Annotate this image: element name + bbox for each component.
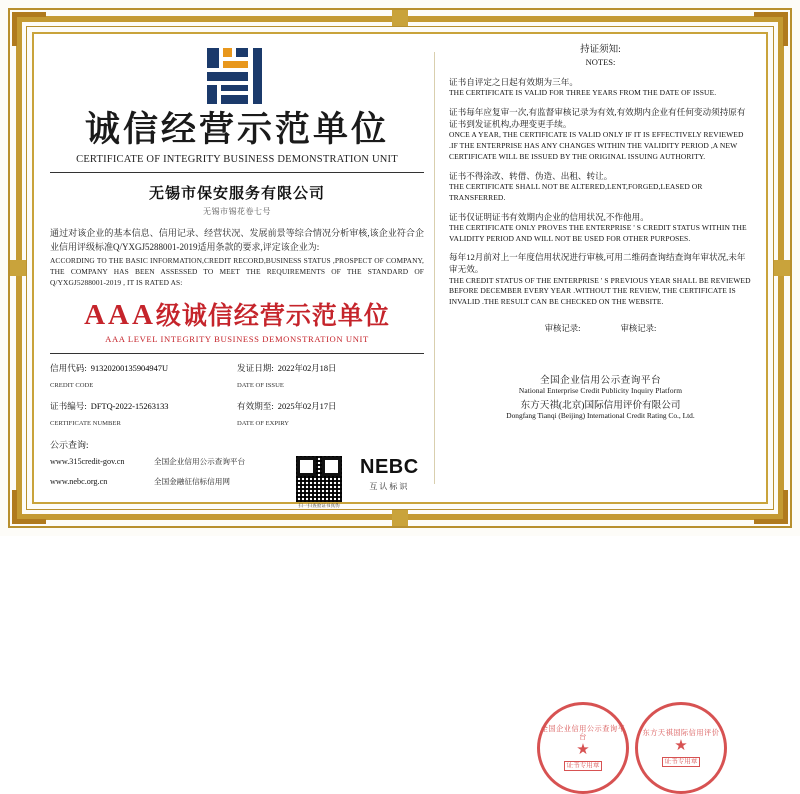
- qr-code-block: [296, 456, 350, 509]
- nebc-logo-subtext: 互认标识: [369, 482, 410, 492]
- field-issue-date-label-en: DATE OF ISSUE: [237, 382, 284, 390]
- issuer-platform-cn: 全国企业信用公示查询平台: [539, 375, 662, 387]
- note-item: [449, 211, 752, 245]
- grade-level: AAA: [84, 299, 156, 332]
- query-row-1: [50, 456, 296, 467]
- query-row-2: [50, 476, 296, 487]
- notes-heading-en: NOTES:: [585, 56, 616, 67]
- review-record-row: [449, 322, 752, 334]
- nebc-logo-text: NEBC: [360, 456, 419, 479]
- query-url-1[interactable]: www.315credit-gov.cn: [50, 457, 125, 467]
- note-4-en: THE CERTIFICATE ONLY PROVES THE ENTERPRISE ' S CREDIT STATUS WITHIN THE VALIDITY PERIOD AND WILL NOT BE USED FOR OTHER PURPOSES.: [449, 222, 747, 243]
- review-record-label-1: 审核记录:: [544, 324, 581, 334]
- note-item: [449, 106, 752, 163]
- page-title: 诚信经营示范单位: [84, 110, 389, 149]
- field-certificate-number: [50, 400, 237, 430]
- border-notch-left: [10, 260, 26, 276]
- field-certificate-number-value: DFTQ-2022-15263133: [90, 402, 169, 412]
- field-certificate-number-label-en: CERTIFICATE NUMBER: [50, 420, 121, 428]
- notes-heading-cn: 持证须知:: [580, 45, 621, 55]
- note-item: [449, 76, 752, 99]
- field-issue-date-label: 发证日期:: [237, 363, 274, 374]
- seal-right-star-icon: ★: [674, 738, 688, 755]
- review-record-label-2: 审核记录:: [620, 324, 657, 334]
- grade-title-english: AAA LEVEL INTEGRITY BUSINESS DEMONSTRATION UNIT: [105, 334, 369, 345]
- query-section: [50, 456, 424, 509]
- field-expiry-date-label-en: DATE OF EXPIRY: [237, 420, 290, 428]
- field-issue-date-value: 2022年02月18日: [277, 364, 337, 374]
- note-5-en: THE CREDIT STATUS OF THE ENTERPRISE ' S PREVIOUS YEAR SHALL BE REVIEWED BEFORE DECEMBER EVERY YEAR .WITHOUT THE REVIEW, THE CERTIFICATE IS INVALID .THE RESULT CAN BE CHECKED ON THE WEBSITE.: [449, 275, 751, 307]
- notes-heading: [449, 44, 752, 68]
- note-3-en: THE CERTIFICATE SHALL NOT BE ALTERED,LENT,FORGED,LEASED OR TRANSFERRED.: [449, 181, 703, 202]
- note-3-cn: 证书不得涂改、转借、伪造、出租、转让。: [449, 170, 613, 181]
- field-credit-code: [50, 362, 237, 392]
- query-url-2[interactable]: www.nebc.org.cn: [50, 477, 108, 487]
- seal-right-bottom-text: 证书专用章: [662, 757, 701, 766]
- notes-panel: [435, 36, 764, 770]
- note-item: [449, 251, 752, 308]
- note-5-cn: 每年12月前对上一年度信用状况进行审核,可用二维码查询结查询年审状况,未年审无效。: [449, 252, 746, 275]
- official-seal-right: [635, 702, 727, 794]
- logo-container: [50, 46, 424, 108]
- certificate-main-panel: [36, 36, 434, 509]
- field-row-1: [50, 362, 424, 392]
- issuer-block: [449, 372, 752, 770]
- query-section-title: 公示查询:: [50, 440, 89, 451]
- seal-left-text: 全国企业信用公示查询平台: [540, 724, 626, 741]
- query-desc-1: 全国企业信用公示查询平台: [154, 457, 246, 467]
- issuer-company-en: Dongfang Tianqi (Beijing) International Credit Rating Co., Ltd.: [506, 411, 695, 421]
- issuer-platform-en: National Enterprise Credit Publicity Inquiry Platform: [518, 386, 683, 396]
- company-address: 无锡市锡花卷七号: [203, 207, 271, 217]
- field-expiry-date: [237, 400, 424, 430]
- title-divider: [50, 172, 424, 173]
- grade-title: [50, 296, 424, 332]
- seal-left-star-icon: ★: [576, 742, 590, 759]
- grade-divider: [50, 353, 424, 354]
- border-notch-right: [774, 260, 790, 276]
- issuer-company-cn: 东方天祺(北京)国际信用评价有限公司: [520, 400, 681, 412]
- border-notch-bottom: [392, 510, 408, 526]
- field-expiry-date-label: 有效期至:: [237, 401, 274, 412]
- note-2-cn: 证书每年应复审一次,有监督审核记录为有效,有效期内企业有任何变动须持原有证书到发证机构,办理变更手续。: [449, 107, 746, 130]
- field-issue-date: [237, 362, 424, 392]
- note-2-en: ONCE A YEAR, THE CERTIFICATE IS VALID ONLY IF IT IS EFFECTIVELY REVIEWED .IF THE ENTERPRISE HAS ANY CHANGES WITHIN THE VALIDITY PERIOD ,A NEW CERTIFICATE WILL BE ISSUED BY THE ORIGINAL ISSUING AUTHORITY.: [449, 130, 744, 161]
- query-desc-2: 全国金融征信标信用网: [154, 477, 230, 487]
- field-certificate-number-label: 证书编号:: [50, 401, 87, 412]
- query-links: [50, 456, 296, 496]
- qr-code-caption: 扫一扫查验证书真伪: [298, 503, 340, 509]
- official-seal-left: [537, 702, 629, 794]
- page-title-english: CERTIFICATE OF INTEGRITY BUSINESS DEMONSTRATION UNIT: [76, 154, 398, 166]
- assessment-statement: [50, 227, 424, 288]
- field-row-2: [50, 400, 424, 430]
- certificate-content: [36, 36, 764, 770]
- field-credit-code-value: 91320200135904947U: [90, 364, 169, 374]
- note-item: [449, 170, 752, 204]
- assessment-statement-cn: 通过对该企业的基本信息、信用记录、经营状况、发展前景等综合情况分析审核,该企业符合企业信用评级标准Q/YXGJ5288001-2019适用条款的要求,评定该企业为:: [50, 228, 424, 252]
- field-expiry-date-value: 2025年02月17日: [277, 402, 337, 412]
- note-1-en: THE CERTIFICATE IS VALID FOR THREE YEARS FROM THE DATE OF ISSUE.: [449, 88, 717, 98]
- note-4-cn: 证书仅证明证书有效期内企业的信用状况,不作他用。: [449, 211, 649, 222]
- assessment-statement-en: ACCORDING TO THE BASIC INFORMATION,CREDIT RECORD,BUSINESS STATUS ,PROSPECT OF COMPANY, THE COMPANY HAS BEEN ASSESSED TO MEET THE REQUIREMENTS OF THE STANDARD OF Q/YXGJ5288001-2019 , IT IS RATED AS:: [50, 256, 424, 287]
- nebc-brand-block: [360, 456, 419, 492]
- note-1-cn: 证书自评定之日起有效期为三年。: [449, 77, 578, 88]
- field-credit-code-label-en: CREDIT CODE: [50, 382, 94, 390]
- seal-right-text: 东方天祺国际信用评价: [642, 728, 720, 737]
- company-name: 无锡市保安服务有限公司: [148, 186, 325, 203]
- field-credit-code-label: 信用代码:: [50, 363, 87, 374]
- grade-title-rest: 级诚信经营示范单位: [155, 303, 390, 331]
- border-notch-top: [392, 10, 408, 26]
- seal-left-bottom-text: 证书专用章: [564, 761, 603, 770]
- qi-character-logo-icon: [201, 46, 273, 106]
- qr-code-icon[interactable]: [296, 456, 342, 502]
